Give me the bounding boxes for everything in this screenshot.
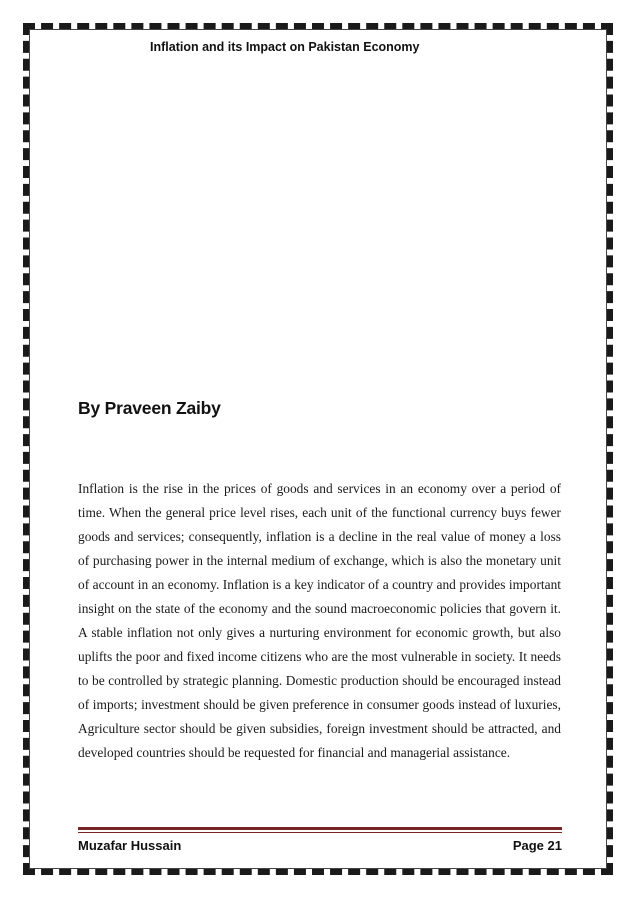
running-header: Inflation and its Impact on Pakistan Economy <box>150 40 420 54</box>
footer-author: Muzafar Hussain <box>78 838 182 853</box>
author-byline: By Praveen Zaiby <box>78 398 221 418</box>
footer-rule-thin <box>78 832 562 833</box>
body-paragraph: Inflation is the rise in the prices of goods and services in an economy over a period of time. When the general price level rises, each unit of the functional currency buys fewer goods and services; consequently, inflation is a decline in the real value of money a loss of purchasing power in the internal medium of exchange, which is also the monetary unit of account in an economy. Inflation is a key indicator of a country and provides important insight on the state of the economy and the sound macroeconomic policies that govern it. A stable inflation not only gives a nurturing environment for economic growth, but also uplifts the poor and fixed income citizens who are the most vulnerable in society. It needs to be controlled by strategic planning. Domestic production should be encouraged instead of imports; investment should be given preference in consumer goods instead of luxuries, Agriculture sector should be given subsidies, foreign investment should be attracted, and developed countries should be requested for financial and managerial assistance. <box>78 481 561 760</box>
page-number: Page 21 <box>512 838 562 853</box>
footer-rule <box>78 827 562 830</box>
